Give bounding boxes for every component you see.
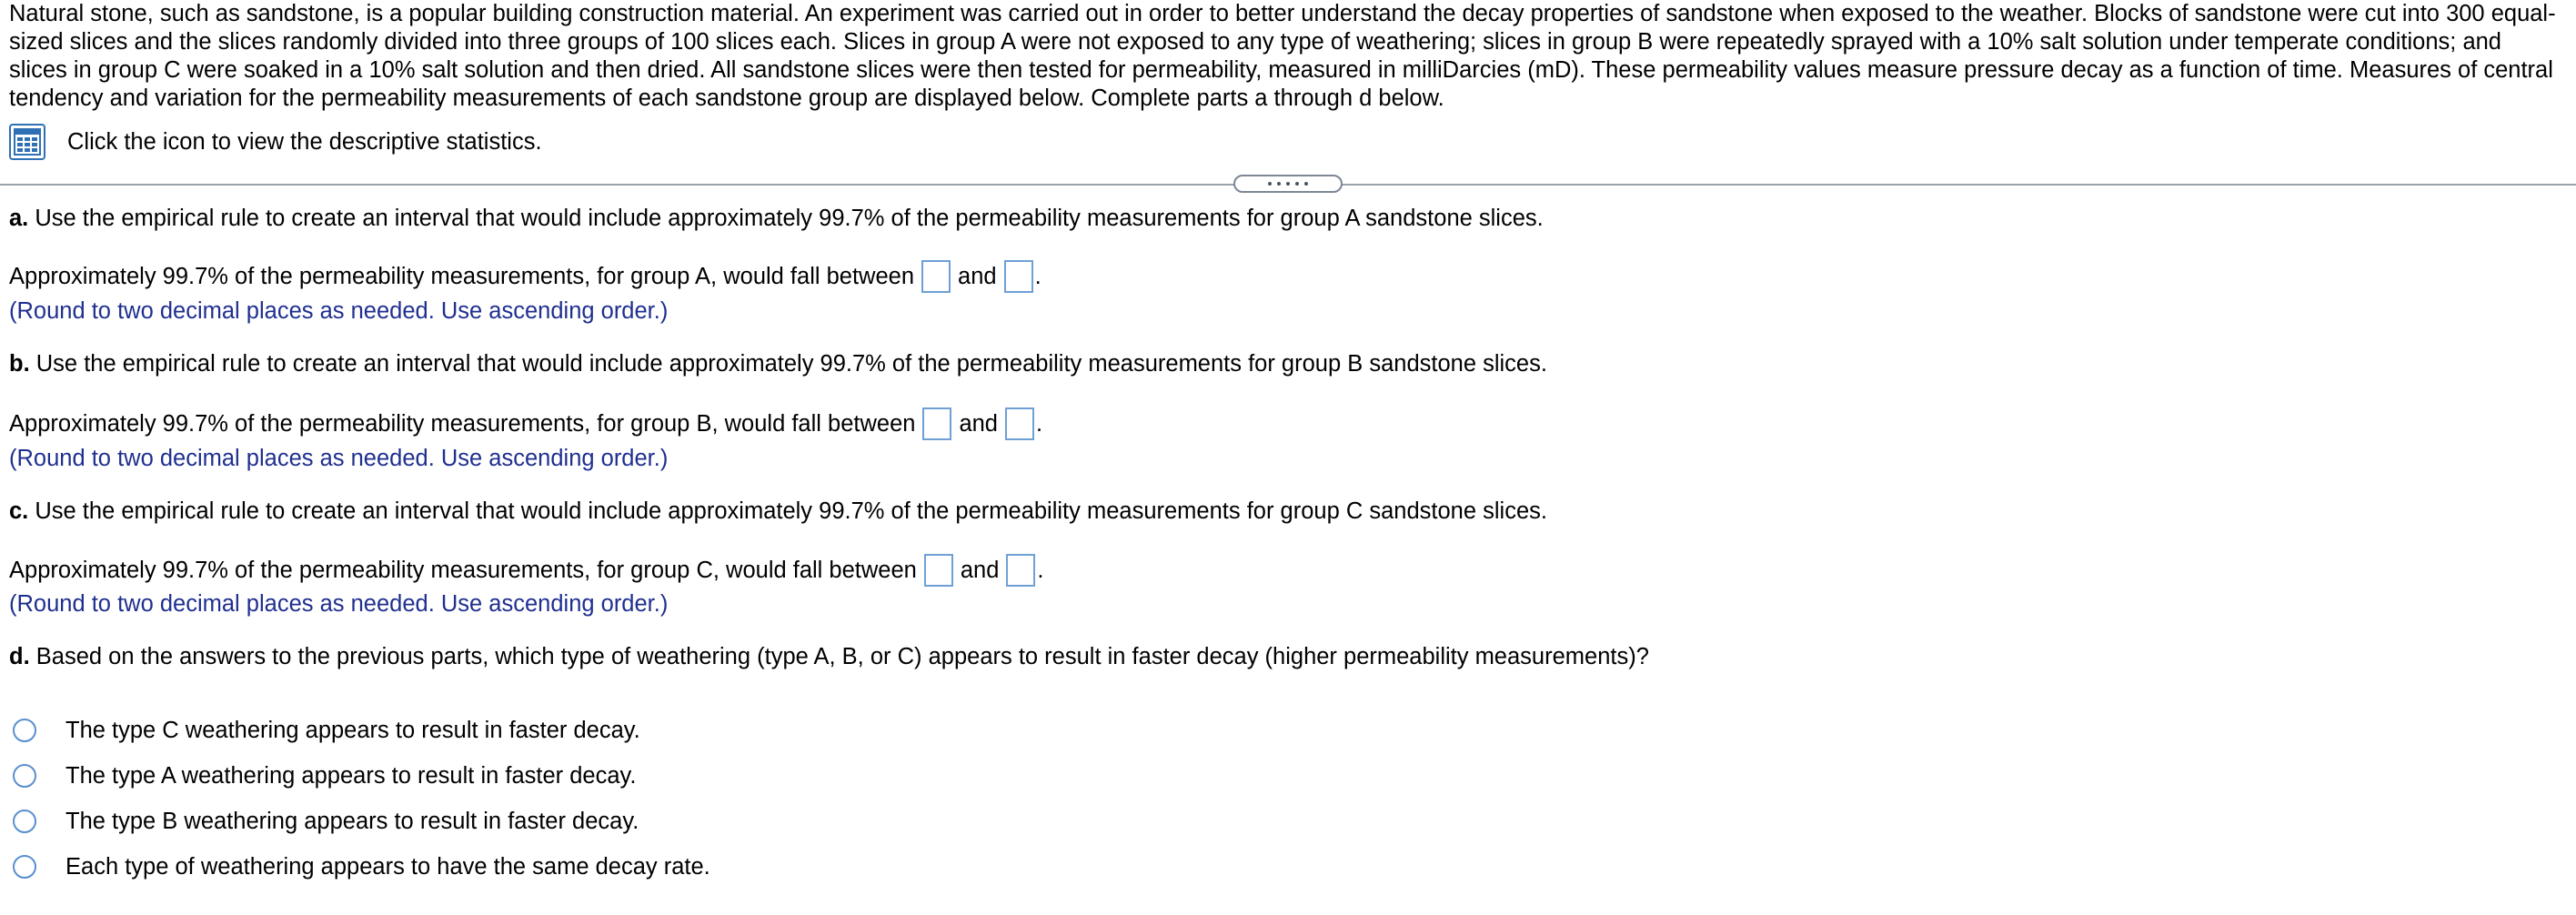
option-type-c[interactable]: [13, 716, 640, 745]
radio-icon[interactable]: [13, 855, 36, 879]
part-a-text: Use the empirical rule to create an interval that would include approximately 99.7% of the permeability measurements for group A sandstone slices.: [28, 206, 1544, 231]
intro-paragraph: Natural stone, such as sandstone, is a popular building construction material. An experiment was carried out in order to better understand the decay properties of sandstone when exposed to the weather. Blocks of sandstone were cut into 300 equal-sized slices and the slices randomly divided into three groups of 100 slices each. Slices in group A were not exposed to any type of weathering; slices in group B were repeatedly sprayed with a 10% salt solution under temperate conditions; and slices in group C were soaked in a 10% salt solution and then dried. All sandstone slices were then tested for permeability, measured in milliDarcies (mD). These permeability values measure pressure decay as a function of time. Measures of central tendency and variation for the permeability measurements of each sandstone group are displayed below. Complete parts a through d below.: [9, 1, 2556, 111]
stats-icon-row: [9, 123, 542, 161]
part-b-period: .: [1035, 411, 1043, 437]
table-icon[interactable]: [9, 124, 45, 160]
part-a-period: .: [1034, 264, 1041, 289]
option-type-b[interactable]: [13, 807, 639, 836]
icon-caption: Click the icon to view the descriptive statistics.: [67, 128, 542, 155]
part-d-question: [9, 643, 1649, 671]
part-b-text: Use the empirical rule to create an interval that would include approximately 99.7% of the permeability measurements for group B sandstone slices.: [29, 351, 1547, 377]
part-d-text: Based on the answers to the previous parts, which type of weathering (type A, B, or C) appears to result in faster decay (higher permeability measurements)?: [29, 644, 1649, 669]
part-a-question: [9, 205, 1544, 233]
option-label: Each type of weathering appears to have the same decay rate.: [65, 853, 710, 880]
part-a-answer-prefix: Approximately 99.7% of the permeability measurements, for group A, would fall between: [9, 264, 915, 289]
part-c-question: [9, 498, 1547, 526]
part-b-label: b.: [9, 351, 30, 377]
option-type-a[interactable]: [13, 761, 636, 790]
part-a-and: and: [958, 264, 997, 289]
radio-icon[interactable]: [13, 719, 36, 742]
part-a-label: a.: [9, 206, 29, 231]
part-a-answer: [9, 260, 1041, 293]
option-label: The type C weathering appears to result in faster decay.: [65, 717, 640, 743]
part-b-lower-input[interactable]: [922, 407, 951, 440]
part-c-text: Use the empirical rule to create an interval that would include approximately 99.7% of the permeability measurements for group C sandstone slices.: [28, 498, 1547, 524]
option-label: The type A weathering appears to result in faster decay.: [65, 762, 637, 789]
part-c-hint: (Round to two decimal places as needed. Use ascending order.): [9, 591, 669, 617]
part-c-label: c.: [9, 498, 29, 524]
part-c-answer-prefix: Approximately 99.7% of the permeability measurements, for group C, would fall between: [9, 558, 917, 583]
part-c-lower-input[interactable]: [924, 554, 953, 587]
radio-icon[interactable]: [13, 764, 36, 788]
part-b-upper-input[interactable]: [1005, 407, 1034, 440]
part-a-upper-input[interactable]: [1004, 260, 1033, 293]
part-b-and: and: [959, 411, 998, 437]
part-c-answer: [9, 554, 1043, 587]
part-b-question: [9, 350, 1547, 378]
part-c-upper-input[interactable]: [1006, 554, 1035, 587]
radio-icon[interactable]: [13, 809, 36, 833]
more-dots-icon[interactable]: [1233, 175, 1343, 193]
part-d-label: d.: [9, 644, 30, 669]
part-b-hint: (Round to two decimal places as needed. Use ascending order.): [9, 446, 669, 471]
part-c-and: and: [960, 558, 1000, 583]
part-a-lower-input[interactable]: [921, 260, 951, 293]
option-same-rate[interactable]: [13, 852, 710, 881]
part-a-hint: (Round to two decimal places as needed. Use ascending order.): [9, 298, 669, 324]
option-label: The type B weathering appears to result in faster decay.: [65, 808, 639, 834]
part-c-period: .: [1037, 558, 1044, 583]
part-b-answer: [9, 407, 1042, 440]
part-b-answer-prefix: Approximately 99.7% of the permeability measurements, for group B, would fall between: [9, 411, 916, 437]
